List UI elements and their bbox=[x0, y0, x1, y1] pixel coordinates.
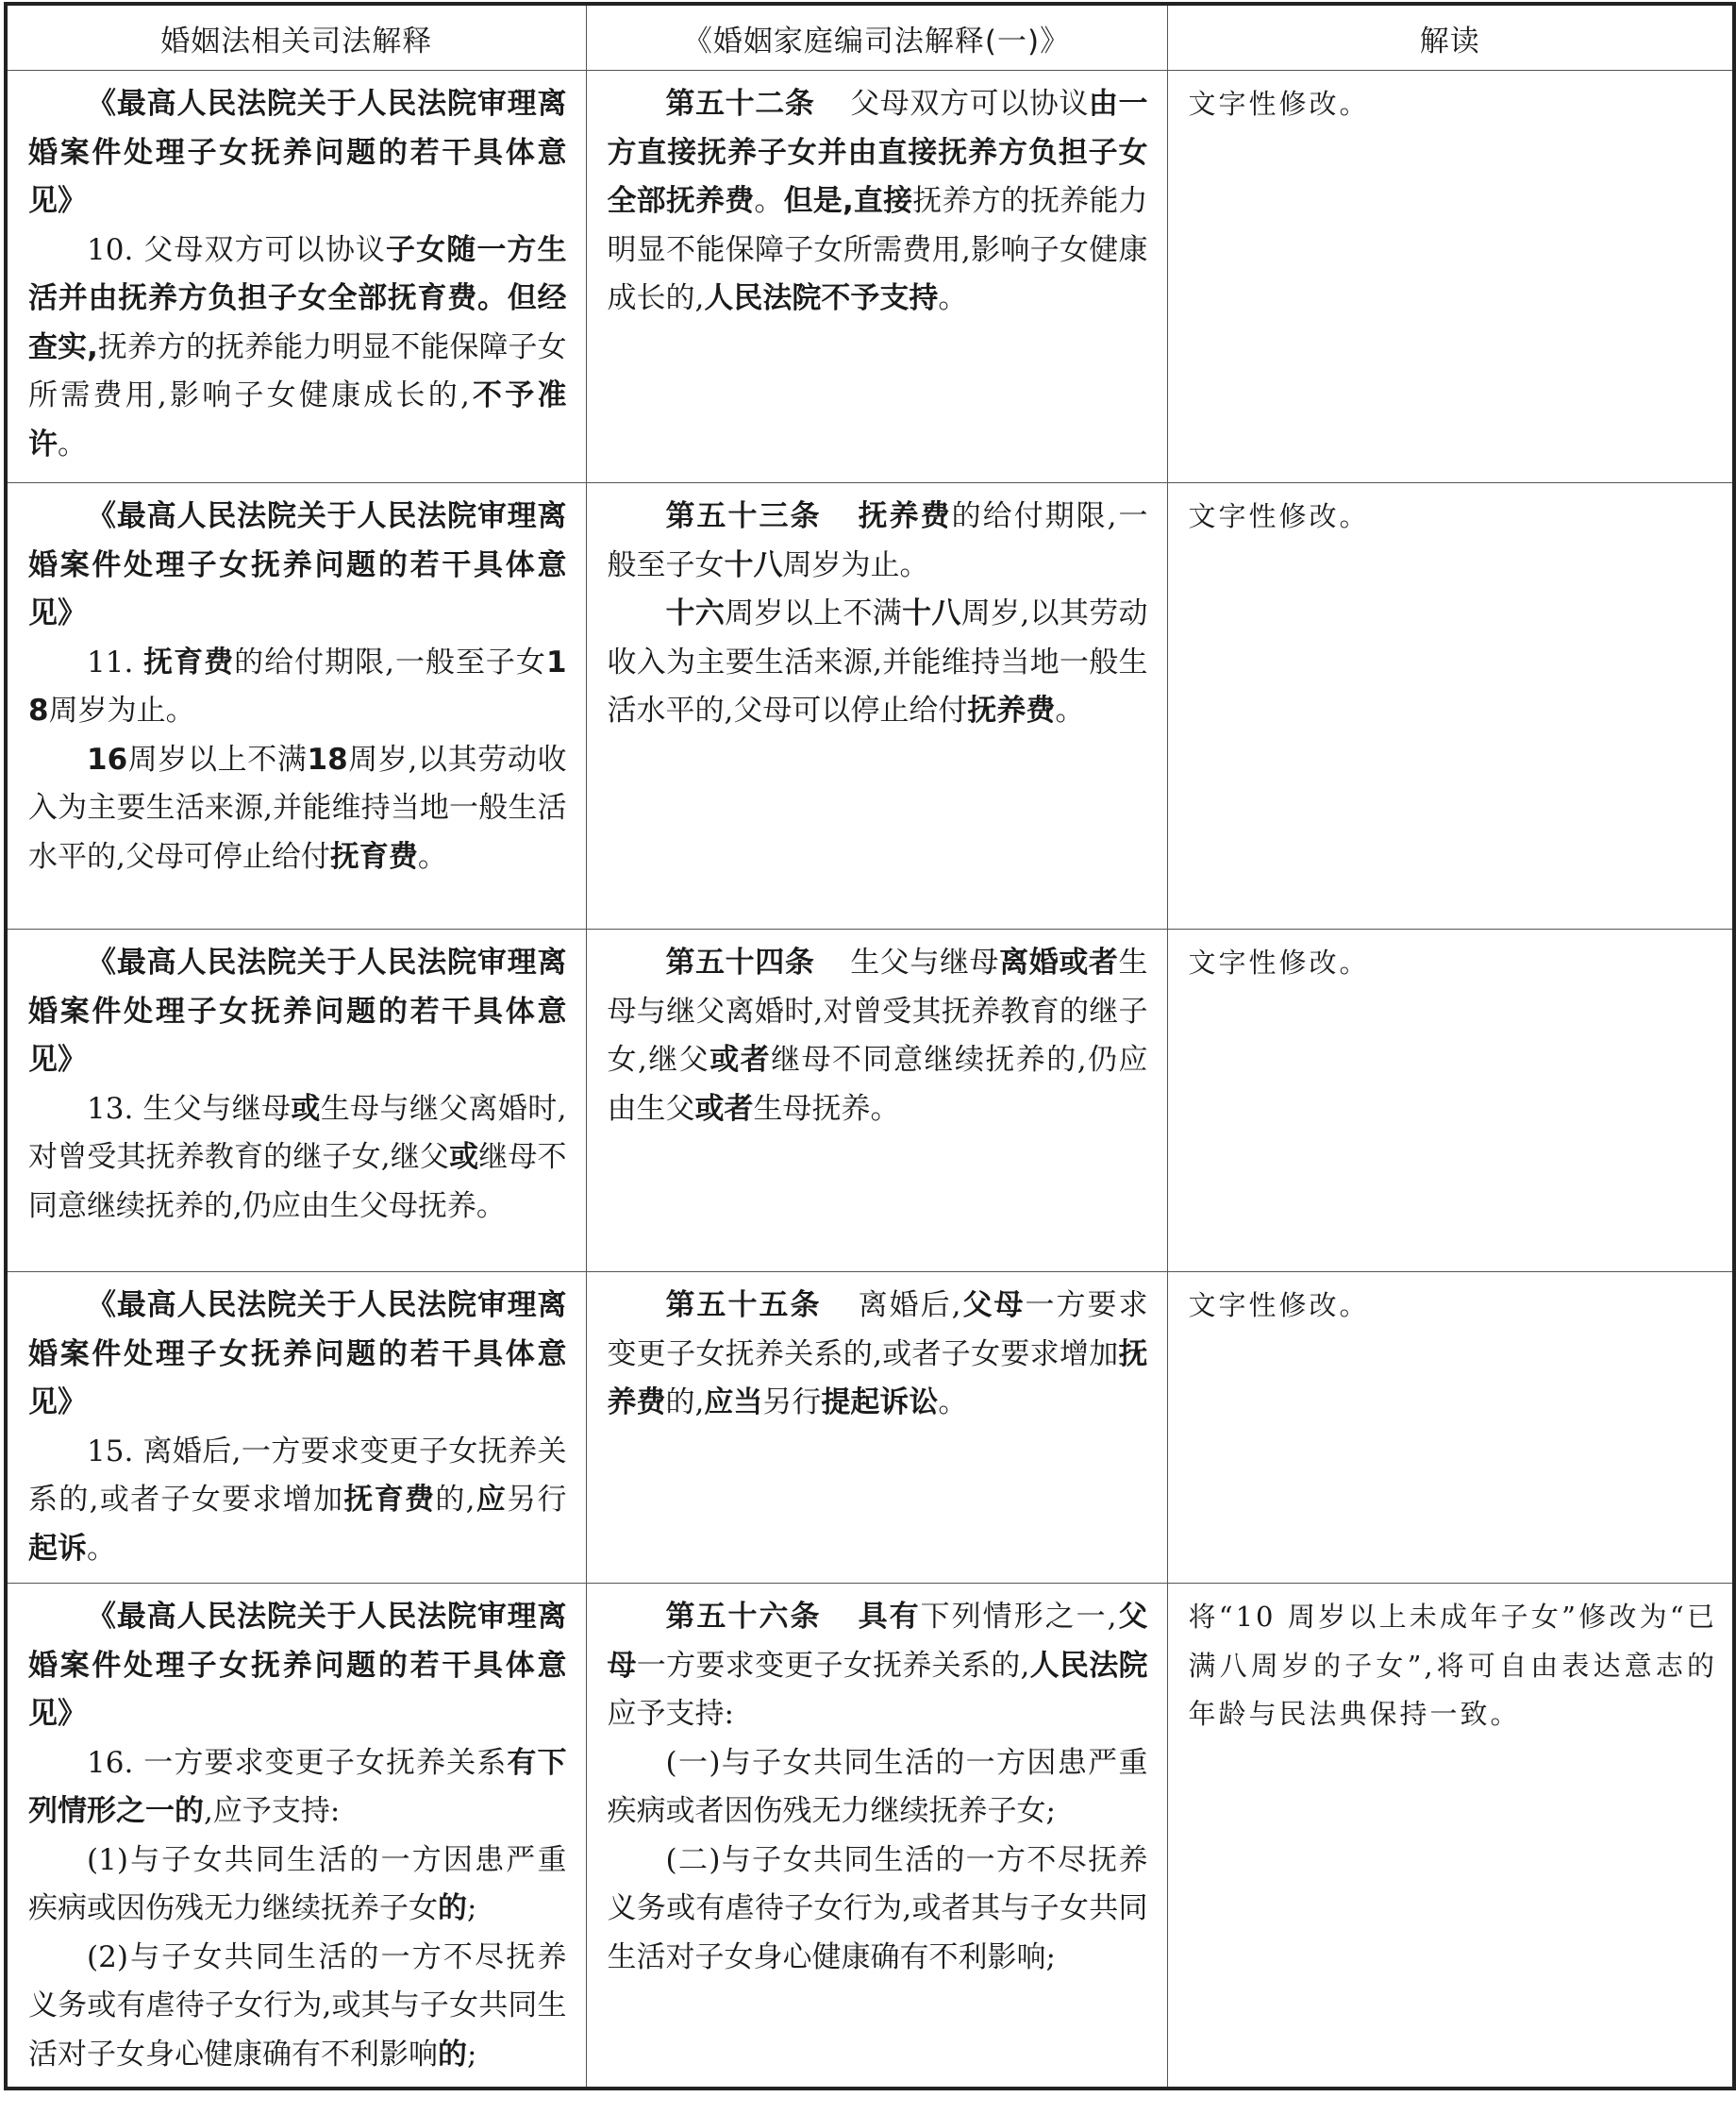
bold-text-run: 父母 bbox=[607, 1600, 1148, 1683]
text-run: 另行 bbox=[762, 1385, 822, 1419]
text-run: 继母不同意继续抚养的,仍应由生父 bbox=[607, 1043, 1148, 1126]
text-run: 周岁,以其劳动收入为主要生活来源,并能维持当地一般生活水平的,父母可停止给付 bbox=[28, 742, 567, 874]
text-run: 周岁,以其劳动收入为主要生活来源,并能维持当地一般生活水平的,父母可以停止给付 bbox=[607, 596, 1148, 728]
bold-text-run: 抚育费 bbox=[329, 839, 418, 874]
old-text-cell bbox=[6, 71, 586, 483]
article-number: 第五十五条 bbox=[665, 1288, 822, 1322]
new-text-cell bbox=[586, 1584, 1167, 2089]
new-paragraph bbox=[608, 493, 1148, 590]
text-run: 父母双方可以协议 bbox=[849, 87, 1089, 121]
bold-text-run: 人民法院不予支持 bbox=[704, 281, 939, 315]
text-run: 的给付期限,一般至子女 bbox=[234, 645, 546, 680]
bold-text-run: 具有 bbox=[856, 1600, 921, 1634]
new-paragraph bbox=[608, 1593, 1148, 1739]
bold-text-run: 《最高人民法院关于人民法院审理离婚案件处理子女抚养问题的若干具体意见》 bbox=[28, 1600, 567, 1731]
bold-text-run: 18 bbox=[28, 645, 567, 728]
text-run: (1)与子女共同生活的一方因患严重疾病或因伤残无力继续抚养子女 bbox=[28, 1842, 567, 1925]
page bbox=[4, 2, 1732, 2090]
comparison-table bbox=[4, 2, 1736, 2090]
bold-text-run: 但是,直接 bbox=[783, 184, 913, 218]
text-run: 。 bbox=[938, 281, 968, 315]
text-run: 。 bbox=[87, 1531, 116, 1566]
old-text-cell bbox=[6, 930, 586, 1272]
article-number: 第五十二条 bbox=[665, 87, 815, 121]
text-run: 13. 生父与继母 bbox=[87, 1091, 292, 1126]
old-paragraph bbox=[28, 1593, 567, 1739]
old-paragraph bbox=[28, 1837, 567, 1934]
old-paragraph bbox=[28, 80, 567, 226]
header-commentary: 解读 bbox=[1167, 4, 1734, 71]
text-run: 的, bbox=[665, 1385, 705, 1419]
text-run: ,应予支持: bbox=[204, 1794, 341, 1828]
bold-text-run: 有下列情形之一的 bbox=[28, 1745, 567, 1828]
text-run: ; bbox=[467, 2037, 477, 2072]
new-paragraph bbox=[608, 1837, 1148, 1983]
bold-text-run: 离婚或者 bbox=[999, 946, 1119, 980]
text-run: 。 bbox=[58, 427, 87, 461]
text-run: 的给付期限,一般至子女 bbox=[607, 499, 1148, 582]
text-run: ; bbox=[467, 1891, 477, 1925]
text-run: 的, bbox=[435, 1483, 476, 1517]
commentary-cell: 文字性修改。 bbox=[1167, 930, 1734, 1272]
text-run: 。 bbox=[938, 1385, 968, 1419]
new-text-cell bbox=[586, 1272, 1167, 1584]
header-old-interpretation: 婚姻法相关司法解释 bbox=[6, 4, 586, 71]
table-row bbox=[6, 1272, 1734, 1584]
text-run: 另行 bbox=[507, 1483, 567, 1517]
text-run: 周岁为止。 bbox=[782, 547, 929, 582]
commentary-cell: 将“10 周岁以上未成年子女”修改为“已满八周岁的子女”,将可自由表达意志的年龄与民法典保持一致。 bbox=[1167, 1584, 1734, 2089]
new-paragraph bbox=[608, 1739, 1148, 1837]
bold-text-run: 18 bbox=[307, 742, 348, 777]
new-paragraph bbox=[608, 939, 1148, 1133]
bold-text-run: 父母 bbox=[960, 1288, 1026, 1322]
bold-text-run: 十八 bbox=[724, 547, 783, 582]
bold-text-run: 抚养费 bbox=[607, 1336, 1148, 1419]
text-run: 下列情形之一, bbox=[920, 1600, 1117, 1634]
text-run: 10. 父母双方可以协议 bbox=[87, 232, 387, 267]
text-run: 生母抚养。 bbox=[753, 1091, 900, 1126]
bold-text-run: 人民法院 bbox=[1029, 1648, 1148, 1683]
old-paragraph bbox=[28, 226, 567, 470]
table-row bbox=[6, 1584, 1734, 2089]
bold-text-run: 抚养费 bbox=[856, 499, 952, 533]
text-run: 离婚后, bbox=[856, 1288, 961, 1322]
old-paragraph bbox=[28, 736, 567, 882]
header-new-interpretation: 《婚姻家庭编司法解释(一)》 bbox=[586, 4, 1167, 71]
article-number: 第五十六条 bbox=[665, 1600, 822, 1634]
new-text-cell bbox=[586, 71, 1167, 483]
bold-text-run: 《最高人民法院关于人民法院审理离婚案件处理子女抚养问题的若干具体意见》 bbox=[28, 87, 567, 218]
bold-text-run: 子女随一方生活并由抚养方负担子女全部抚育费。但经查实, bbox=[28, 232, 567, 364]
text-run: 生母与继父离婚时,对曾受其抚养教育的继子女,继父 bbox=[28, 1091, 567, 1174]
bold-text-run: 十八 bbox=[902, 596, 961, 630]
text-run: (一)与子女共同生活的一方因患严重疾病或者因伤残无力继续抚养子女; bbox=[607, 1745, 1148, 1828]
text-run: 生母与继父离婚时,对曾受其抚养教育的继子女,继父 bbox=[607, 946, 1148, 1077]
new-paragraph bbox=[608, 1282, 1148, 1428]
bold-text-run: 或者 bbox=[694, 1091, 754, 1126]
table-row bbox=[6, 930, 1734, 1272]
commentary-cell: 文字性修改。 bbox=[1167, 483, 1734, 930]
bold-text-run: 16 bbox=[87, 742, 128, 777]
old-paragraph bbox=[28, 639, 567, 736]
old-text-cell bbox=[6, 483, 586, 930]
bold-text-run: 提起诉讼 bbox=[821, 1385, 939, 1419]
bold-text-run: 的 bbox=[438, 2037, 467, 2072]
new-text-cell bbox=[586, 483, 1167, 930]
new-paragraph bbox=[608, 590, 1148, 736]
text-run: (二)与子女共同生活的一方不尽抚养义务或有虐待子女行为,或者其与子女共同生活对子女身心健康确有不利影响; bbox=[607, 1842, 1148, 1974]
text-run: 。 bbox=[1055, 694, 1085, 728]
old-paragraph bbox=[28, 1428, 567, 1574]
bold-text-run: 《最高人民法院关于人民法院审理离婚案件处理子女抚养问题的若干具体意见》 bbox=[28, 499, 567, 630]
old-paragraph bbox=[28, 1085, 567, 1232]
text-run: 15. 离婚后,一方要求变更子女抚养关系的,或者子女要求增加 bbox=[28, 1434, 567, 1517]
bold-text-run: 抚育费 bbox=[143, 645, 235, 680]
bold-text-run: 不予准许 bbox=[28, 378, 567, 461]
article-number: 第五十四条 bbox=[665, 946, 815, 980]
table-row bbox=[6, 71, 1734, 483]
bold-text-run: 应当 bbox=[704, 1385, 763, 1419]
text-run: 周岁以上不满 bbox=[725, 596, 903, 630]
bold-text-run: 起诉 bbox=[28, 1531, 87, 1566]
bold-text-run: 十六 bbox=[665, 596, 726, 630]
old-paragraph bbox=[28, 939, 567, 1085]
text-run: 一方要求变更子女抚养关系的, bbox=[636, 1648, 1030, 1683]
bold-text-run: 的 bbox=[438, 1891, 467, 1925]
text-run: 16. 一方要求变更子女抚养关系 bbox=[87, 1745, 508, 1780]
commentary-cell: 文字性修改。 bbox=[1167, 1272, 1734, 1584]
text-run: (2)与子女共同生活的一方不尽抚养义务或有虐待子女行为,或其与子女共同生活对子女身心健康确有不利影响 bbox=[28, 1939, 567, 2072]
text-run: 周岁以上不满 bbox=[127, 742, 308, 777]
text-run: 生父与继母 bbox=[849, 946, 1000, 980]
new-text-cell bbox=[586, 930, 1167, 1272]
new-paragraph bbox=[608, 80, 1148, 324]
old-paragraph bbox=[28, 1282, 567, 1428]
old-paragraph bbox=[28, 1739, 567, 1837]
text-run: 抚养方的抚养能力明显不能保障子女所需费用,影响子女健康成长的, bbox=[607, 184, 1148, 315]
text-run: 。 bbox=[417, 839, 447, 874]
bold-text-run: 抚养费 bbox=[967, 694, 1056, 728]
text-run: 。 bbox=[754, 184, 784, 218]
table-row bbox=[6, 483, 1734, 930]
bold-text-run: 应 bbox=[475, 1483, 508, 1517]
old-text-cell bbox=[6, 1272, 586, 1584]
header-row bbox=[6, 4, 1734, 71]
bold-text-run: 由一方直接抚养子女并由直接抚养方负担子女全部抚养费 bbox=[607, 87, 1148, 218]
bold-text-run: 或 bbox=[291, 1091, 321, 1126]
bold-text-run: 《最高人民法院关于人民法院审理离婚案件处理子女抚养问题的若干具体意见》 bbox=[28, 1288, 567, 1419]
old-paragraph bbox=[28, 1934, 567, 2080]
text-run: 周岁为止。 bbox=[48, 694, 195, 728]
commentary-cell: 文字性修改。 bbox=[1167, 71, 1734, 483]
bold-text-run: 或 bbox=[449, 1140, 479, 1174]
article-number: 第五十三条 bbox=[665, 499, 822, 533]
bold-text-run: 抚育费 bbox=[343, 1483, 436, 1517]
old-paragraph bbox=[28, 493, 567, 639]
text-run: 应予支持: bbox=[607, 1697, 734, 1731]
text-run: 一方要求变更子女抚养关系的,或者子女要求增加 bbox=[607, 1288, 1148, 1371]
text-run: 继母不同意继续抚养的,仍应由生父母抚养。 bbox=[28, 1140, 567, 1223]
text-run: 11. bbox=[87, 645, 144, 680]
bold-text-run: 《最高人民法院关于人民法院审理离婚案件处理子女抚养问题的若干具体意见》 bbox=[28, 946, 567, 1077]
bold-text-run: 或者 bbox=[709, 1043, 772, 1077]
old-text-cell bbox=[6, 1584, 586, 2089]
text-run: 抚养方的抚养能力明显不能保障子女所需费用,影响子女健康成长的, bbox=[28, 329, 567, 412]
